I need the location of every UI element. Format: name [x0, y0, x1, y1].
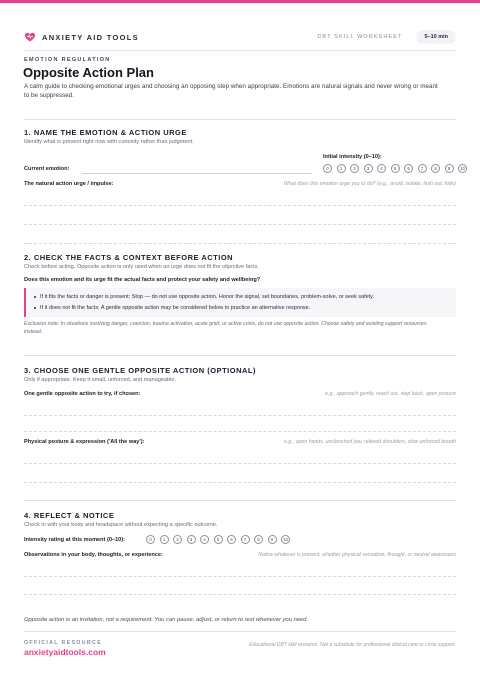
- opposite-action-line[interactable]: [24, 431, 456, 432]
- posture-hint: e.g., open hands, unclenched jaw, relaxed shoulders, slow unforced breath: [284, 439, 456, 445]
- footer-divider: [24, 631, 456, 632]
- initial-intensity-scale[interactable]: [323, 164, 467, 173]
- facts-bullets: [24, 288, 456, 317]
- scale-option[interactable]: 5: [391, 164, 400, 173]
- scale-option[interactable]: 10: [458, 164, 467, 173]
- section-3-title: 3. CHOOSE ONE GENTLE OPPOSITE ACTION (OPTIONAL): [24, 366, 256, 375]
- section-1-desc: Identify what is present right now with curiosity rather than judgment.: [24, 139, 194, 145]
- initial-intensity-label: Initial intensity (0–10):: [323, 154, 382, 160]
- current-emotion-field[interactable]: [82, 173, 312, 174]
- scale-option[interactable]: 7: [418, 164, 427, 173]
- action-urge-line[interactable]: [24, 224, 456, 225]
- brand-name: ANXIETY AID TOOLS: [42, 32, 139, 42]
- action-urge-hint: What does this emotion urge you to do? (e.g., avoid, isolate, lash out, hide): [283, 181, 456, 187]
- section-divider: [24, 355, 456, 356]
- scale-option[interactable]: 6: [227, 535, 236, 544]
- section-1-title: 1. NAME THE EMOTION & ACTION URGE: [24, 128, 187, 137]
- list-item: If it fits the facts or danger is present: Stop — do not use opposite action. Honor the signal, set boundaries, problem-solve, or seek safety.: [34, 291, 448, 303]
- scale-option[interactable]: 10: [281, 535, 290, 544]
- scale-option[interactable]: 9: [445, 164, 454, 173]
- facts-question: Does this emotion and its urge fit the actual facts and protect your safety and wellbeing?: [24, 277, 261, 283]
- scale-option[interactable]: 8: [431, 164, 440, 173]
- section-4-desc: Check in with your body and headspace without expecting a specific outcome.: [24, 522, 218, 528]
- footer-kicker: OFFICIAL RESOURCE: [24, 640, 102, 646]
- posture-line[interactable]: [24, 463, 456, 464]
- page-header: [24, 28, 456, 46]
- list-item: If it does not fit the facts: A gentle opposite action may be considered below to practice an alternative response.: [34, 303, 448, 315]
- observations-line[interactable]: [24, 576, 456, 577]
- scale-option[interactable]: 0: [323, 164, 332, 173]
- section-3-desc: Only if appropriate. Keep it small, unforced, and manageable.: [24, 377, 177, 383]
- duration-badge: 5–10 min: [416, 30, 456, 44]
- scale-option[interactable]: 3: [364, 164, 373, 173]
- page-kicker: EMOTION REGULATION: [24, 57, 111, 63]
- current-emotion-label: Current emotion:: [24, 166, 70, 172]
- section-2-desc: Check before acting. Opposite action is only used when an urge does not fit the objective facts.: [24, 264, 260, 270]
- scale-option[interactable]: 6: [404, 164, 413, 173]
- scale-option[interactable]: 9: [268, 535, 277, 544]
- section-divider: [24, 500, 456, 501]
- page-subtitle: A calm guide to checking emotional urges and choosing an opposing step when appropriate. Emotions are natural signals and never wrong or meant to be suppressed.: [24, 83, 438, 99]
- scale-option[interactable]: 2: [350, 164, 359, 173]
- current-intensity-label: Intensity rating at this moment (0–10):: [24, 537, 126, 543]
- action-urge-line[interactable]: [24, 205, 456, 206]
- scale-option[interactable]: 2: [173, 535, 182, 544]
- action-urge-label: The natural action urge / impulse:: [24, 181, 114, 187]
- accent-top-bar: [0, 0, 480, 3]
- footer-disclaimer: Educational DBT skill resource. Not a substitute for professional clinical care or crisis support.: [249, 642, 456, 648]
- exclusion-note: Exclusion note: In situations involving danger, coercion, trauma activation, acute grief, or active crisis, do not use opposite action. Choose safety and existing support resources instead.: [24, 321, 427, 335]
- scale-option[interactable]: 7: [241, 535, 250, 544]
- opposite-action-label: One gentle opposite action to try, if chosen:: [24, 391, 141, 397]
- opposite-action-line[interactable]: [24, 415, 456, 416]
- website-link[interactable]: anxietyaidtools.com: [24, 647, 106, 657]
- posture-line[interactable]: [24, 482, 456, 483]
- page-title: Opposite Action Plan: [23, 65, 154, 80]
- opposite-action-hint: e.g., approach gently, reach out, step back, open posture: [325, 391, 456, 397]
- header-divider: [24, 50, 456, 51]
- section-2-title: 2. CHECK THE FACTS & CONTEXT BEFORE ACTION: [24, 253, 234, 262]
- closing-note: Opposite action is an invitation, not a requirement. You can pause, adjust, or return to rest whenever you need.: [24, 617, 309, 623]
- scale-option[interactable]: 5: [214, 535, 223, 544]
- current-intensity-scale[interactable]: [146, 535, 290, 544]
- scale-option[interactable]: 4: [377, 164, 386, 173]
- observations-label: Observations in your body, thoughts, or experience:: [24, 552, 163, 558]
- section-4-title: 4. REFLECT & NOTICE: [24, 511, 115, 520]
- heart-brain-icon: [24, 31, 36, 43]
- posture-label: Physical posture & expression ('All the way'):: [24, 439, 145, 445]
- scale-option[interactable]: 0: [146, 535, 155, 544]
- observations-line[interactable]: [24, 594, 456, 595]
- worksheet-label: DBT SKILL WORKSHEET: [317, 34, 403, 40]
- action-urge-line[interactable]: [24, 243, 456, 244]
- section-divider: [24, 119, 456, 120]
- observations-hint: Notice whatever is present, whether physical sensation, thought, or neutral awareness: [258, 552, 456, 558]
- scale-option[interactable]: 1: [337, 164, 346, 173]
- scale-option[interactable]: 4: [200, 535, 209, 544]
- scale-option[interactable]: 3: [187, 535, 196, 544]
- brand: [24, 31, 139, 43]
- scale-option[interactable]: 8: [254, 535, 263, 544]
- scale-option[interactable]: 1: [160, 535, 169, 544]
